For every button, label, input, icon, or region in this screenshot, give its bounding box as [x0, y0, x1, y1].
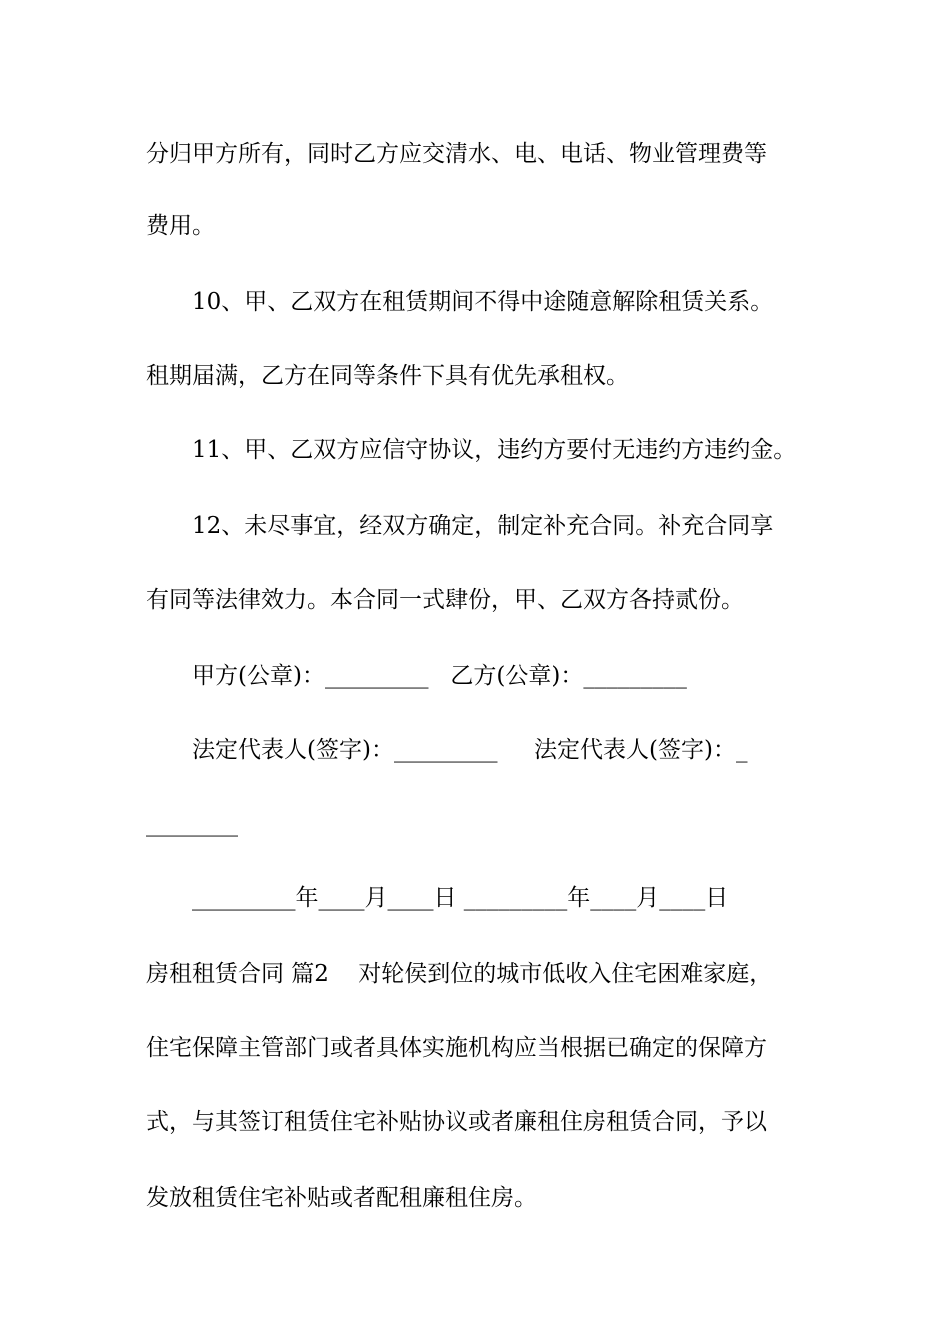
paragraph-line: 有同等法律效力。本合同一式肆份，甲、乙双方各持贰份。 — [146, 587, 744, 613]
signature-blank-line: ________ — [146, 811, 238, 837]
clause-11-line: 11、甲、乙双方应信守协议，违约方要付无违约方违约金。 — [192, 437, 797, 463]
paragraph-line: 发放租赁住宅补贴或者配租廉租住房。 — [146, 1185, 537, 1211]
paragraph-line: 住宅保障主管部门或者具体实施机构应当根据已确定的保障方 — [146, 1035, 767, 1061]
paragraph-line: 租期届满，乙方在同等条件下具有优先承租权。 — [146, 363, 629, 389]
paragraph-line: 分归甲方所有，同时乙方应交清水、电、电话、物业管理费等 — [146, 141, 767, 167]
paragraph-line: 式，与其签订租赁住宅补贴协议或者廉租住房租赁合同，予以 — [146, 1109, 767, 1135]
section-heading-line: 房租租赁合同 篇2 对轮侯到位的城市低收入住宅困难家庭， — [146, 961, 773, 987]
clause-12-line: 12、未尽事宜，经双方确定，制定补充合同。补充合同享 — [192, 513, 774, 539]
party-seal-line: 甲方(公章)：_________ 乙方(公章)：_________ — [192, 663, 687, 689]
clause-10-line: 10、甲、乙双方在租赁期间不得中途随意解除租赁关系。 — [192, 289, 774, 315]
paragraph-line: 费用。 — [146, 213, 215, 239]
date-line: _________年____月____日 _________年____月____日 — [192, 885, 729, 911]
legal-rep-signature-line: 法定代表人(签字)：_________ 法定代表人(签字)：_ — [192, 737, 748, 763]
